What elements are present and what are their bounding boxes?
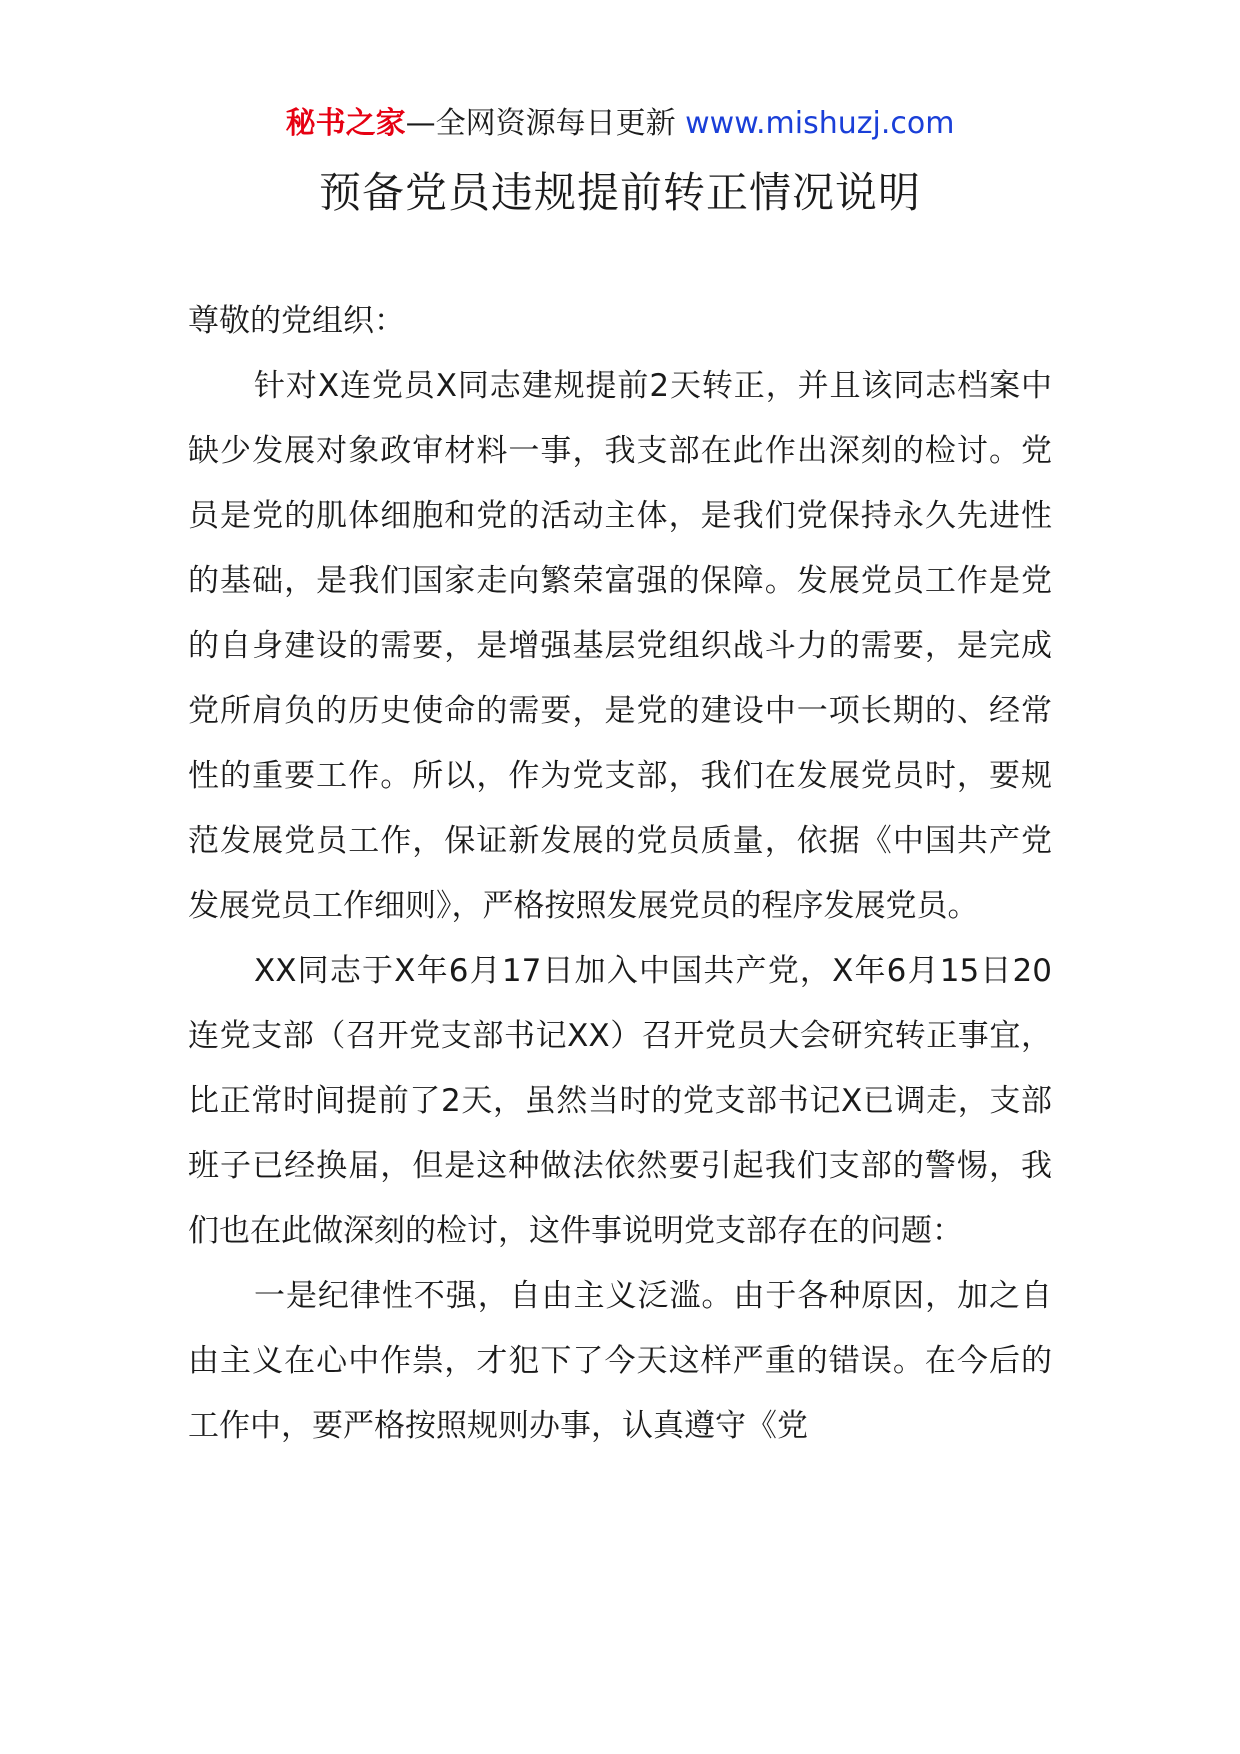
paragraph-2: XX同志于X年6月17日加入中国共产党，X年6月15日20连党支部（召开党支部书记XX）召开党员大会研究转正事宜，比正常时间提前了2天，虽然当时的党支部书记X已调走，支部班子已经换届，但是这种做法依然要引起我们支部的警惕，我们也在此做深刻的检讨，这件事说明党支部存在的问题：	[188, 953, 1052, 1249]
salutation: 尊敬的党组织：	[188, 303, 405, 339]
document-title: 预备党员违规提前转正情况说明	[318, 168, 921, 217]
site-header	[0, 100, 1240, 148]
document-body	[188, 289, 1052, 1459]
paragraph-1: 针对X连党员X同志建规提前2天转正，并且该同志档案中缺少发展对象政审材料一事，我支部在此作出深刻的检讨。党员是党的肌体细胞和党的活动主体，是我们党保持永久先进性的基础，是我们国家走向繁荣富强的保障。发展党员工作是党的自身建设的需要，是增强基层党组织战斗力的需要，是完成党所肩负的历史使命的需要，是党的建设中一项长期的、经常性的重要工作。所以，作为党支部，我们在发展党员时，要规范发展党员工作，保证新发展的党员质量，依据《中国共产党发展党员工作细则》，严格按照发展党员的程序发展党员。	[188, 368, 1052, 924]
site-slogan: —全网资源每日更新	[405, 106, 676, 141]
paragraph-3: 一是纪律性不强，自由主义泛滥。由于各种原因，加之自由主义在心中作祟，才犯下了今天这样严重的错误。在今后的工作中，要严格按照规则办事，认真遵守《党	[188, 1278, 1052, 1444]
site-brand: 秘书之家	[285, 106, 406, 141]
site-url-link[interactable]: www.mishuzj.com	[685, 106, 955, 141]
